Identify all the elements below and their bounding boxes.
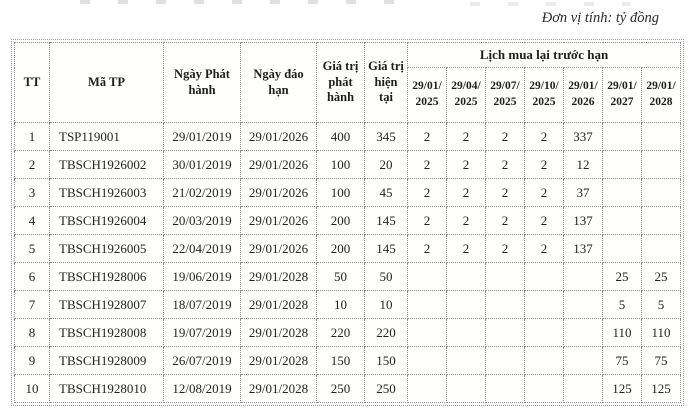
cell-ngay-dao-han: 29/01/2028 bbox=[241, 291, 317, 319]
cell-ngay-dao-han: 29/01/2028 bbox=[241, 375, 317, 403]
cell-buyback-3: 2 bbox=[486, 123, 525, 151]
cell-buyback-4: 2 bbox=[525, 151, 564, 179]
cell-buyback-5: 137 bbox=[564, 207, 603, 235]
cell-tt: 8 bbox=[15, 319, 50, 347]
cell-tt: 5 bbox=[15, 235, 50, 263]
cell-buyback-1: 2 bbox=[408, 235, 447, 263]
table-row bbox=[15, 375, 681, 403]
cell-buyback-2: 2 bbox=[447, 235, 486, 263]
cell-ma-tp: TBSCH1928010 bbox=[50, 375, 164, 403]
cell-gia-tri-hien-tai: 145 bbox=[365, 235, 408, 263]
cell-buyback-4: 2 bbox=[525, 179, 564, 207]
bond-buyback-table bbox=[14, 42, 681, 403]
cell-buyback-4 bbox=[525, 263, 564, 291]
col-header-date-6: 29/01/ 2027 bbox=[603, 68, 642, 123]
cell-gia-tri-phat-hanh: 200 bbox=[317, 207, 365, 235]
cell-gia-tri-hien-tai: 250 bbox=[365, 375, 408, 403]
cell-buyback-5 bbox=[564, 347, 603, 375]
cell-ma-tp: TBSCH1926003 bbox=[50, 179, 164, 207]
cell-ma-tp: TBSCH1928006 bbox=[50, 263, 164, 291]
cell-gia-tri-hien-tai: 45 bbox=[365, 179, 408, 207]
cell-tt: 6 bbox=[15, 263, 50, 291]
cell-buyback-7 bbox=[642, 207, 681, 235]
cell-ngay-phat-hanh: 29/01/2019 bbox=[164, 123, 241, 151]
cell-buyback-3 bbox=[486, 347, 525, 375]
cell-ma-tp: TBSCH1926002 bbox=[50, 151, 164, 179]
cell-buyback-7: 75 bbox=[642, 347, 681, 375]
cell-ngay-phat-hanh: 18/07/2019 bbox=[164, 291, 241, 319]
col-header-gia-tri-phat-hanh: Giá trị phát hành bbox=[317, 43, 365, 123]
col-header-date-7: 29/01/ 2028 bbox=[642, 68, 681, 123]
cell-buyback-6 bbox=[603, 179, 642, 207]
table-row bbox=[15, 319, 681, 347]
cell-ma-tp: TBSCH1928009 bbox=[50, 347, 164, 375]
cell-ngay-phat-hanh: 20/03/2019 bbox=[164, 207, 241, 235]
cell-buyback-1 bbox=[408, 291, 447, 319]
table-row bbox=[15, 151, 681, 179]
cell-buyback-7 bbox=[642, 179, 681, 207]
cell-buyback-1 bbox=[408, 347, 447, 375]
cell-buyback-1 bbox=[408, 319, 447, 347]
col-header-date-5: 29/01/ 2026 bbox=[564, 68, 603, 123]
cell-buyback-4 bbox=[525, 319, 564, 347]
cell-gia-tri-phat-hanh: 100 bbox=[317, 179, 365, 207]
cell-buyback-5 bbox=[564, 319, 603, 347]
cell-buyback-7 bbox=[642, 123, 681, 151]
cell-buyback-2 bbox=[447, 263, 486, 291]
cell-buyback-1 bbox=[408, 375, 447, 403]
table-body bbox=[15, 123, 681, 403]
cell-buyback-5: 37 bbox=[564, 179, 603, 207]
cell-ngay-dao-han: 29/01/2026 bbox=[241, 179, 317, 207]
cell-buyback-4 bbox=[525, 291, 564, 319]
cell-buyback-2 bbox=[447, 291, 486, 319]
cell-ngay-dao-han: 29/01/2026 bbox=[241, 151, 317, 179]
col-header-date-3: 29/07/ 2025 bbox=[486, 68, 525, 123]
table-row bbox=[15, 123, 681, 151]
cell-buyback-7 bbox=[642, 235, 681, 263]
cell-buyback-1: 2 bbox=[408, 207, 447, 235]
table-row bbox=[15, 179, 681, 207]
cell-buyback-6 bbox=[603, 151, 642, 179]
cell-buyback-6: 25 bbox=[603, 263, 642, 291]
cell-buyback-5: 337 bbox=[564, 123, 603, 151]
col-header-ngay-phat-hanh: Ngày Phát hành bbox=[164, 43, 241, 123]
col-header-date-1: 29/01/ 2025 bbox=[408, 68, 447, 123]
cell-buyback-3 bbox=[486, 375, 525, 403]
cell-ma-tp: TBSCH1928008 bbox=[50, 319, 164, 347]
cell-buyback-5: 12 bbox=[564, 151, 603, 179]
cell-buyback-3: 2 bbox=[486, 235, 525, 263]
cell-buyback-1: 2 bbox=[408, 123, 447, 151]
cell-gia-tri-phat-hanh: 250 bbox=[317, 375, 365, 403]
cell-gia-tri-phat-hanh: 150 bbox=[317, 347, 365, 375]
cell-tt: 9 bbox=[15, 347, 50, 375]
cell-buyback-5 bbox=[564, 263, 603, 291]
table-row bbox=[15, 235, 681, 263]
cell-buyback-5 bbox=[564, 375, 603, 403]
cell-buyback-6: 75 bbox=[603, 347, 642, 375]
cell-gia-tri-phat-hanh: 220 bbox=[317, 319, 365, 347]
cell-ngay-phat-hanh: 19/07/2019 bbox=[164, 319, 241, 347]
cell-gia-tri-phat-hanh: 10 bbox=[317, 291, 365, 319]
cell-buyback-3: 2 bbox=[486, 151, 525, 179]
cell-buyback-6 bbox=[603, 123, 642, 151]
cell-ngay-phat-hanh: 22/04/2019 bbox=[164, 235, 241, 263]
cell-buyback-1: 2 bbox=[408, 179, 447, 207]
cell-buyback-3 bbox=[486, 319, 525, 347]
cell-buyback-5 bbox=[564, 291, 603, 319]
cell-buyback-7: 125 bbox=[642, 375, 681, 403]
cell-ngay-phat-hanh: 19/06/2019 bbox=[164, 263, 241, 291]
cell-gia-tri-hien-tai: 50 bbox=[365, 263, 408, 291]
cell-buyback-7: 5 bbox=[642, 291, 681, 319]
cell-ma-tp: TBSCH1926005 bbox=[50, 235, 164, 263]
cell-gia-tri-phat-hanh: 100 bbox=[317, 151, 365, 179]
cell-gia-tri-hien-tai: 10 bbox=[365, 291, 408, 319]
cell-buyback-6: 110 bbox=[603, 319, 642, 347]
cell-buyback-6 bbox=[603, 235, 642, 263]
cell-buyback-7: 110 bbox=[642, 319, 681, 347]
unit-note: Đơn vị tính: tỷ đồng bbox=[541, 10, 659, 26]
cell-buyback-7 bbox=[642, 151, 681, 179]
cell-ngay-phat-hanh: 26/07/2019 bbox=[164, 347, 241, 375]
cell-ngay-phat-hanh: 30/01/2019 bbox=[164, 151, 241, 179]
col-group-header-buyback-schedule: Lịch mua lại trước hạn bbox=[408, 43, 681, 68]
cell-buyback-2: 2 bbox=[447, 207, 486, 235]
cell-ngay-dao-han: 29/01/2028 bbox=[241, 319, 317, 347]
col-header-tt: TT bbox=[15, 43, 50, 123]
cell-ngay-dao-han: 29/01/2026 bbox=[241, 123, 317, 151]
cell-tt: 10 bbox=[15, 375, 50, 403]
cell-gia-tri-hien-tai: 345 bbox=[365, 123, 408, 151]
cell-buyback-4 bbox=[525, 347, 564, 375]
table-row bbox=[15, 207, 681, 235]
cell-buyback-2 bbox=[447, 375, 486, 403]
cell-gia-tri-phat-hanh: 50 bbox=[317, 263, 365, 291]
cell-ngay-dao-han: 29/01/2026 bbox=[241, 235, 317, 263]
cell-ma-tp: TSP119001 bbox=[50, 123, 164, 151]
cell-gia-tri-hien-tai: 220 bbox=[365, 319, 408, 347]
cell-buyback-7: 25 bbox=[642, 263, 681, 291]
cell-buyback-3: 2 bbox=[486, 179, 525, 207]
col-header-ma-tp: Mã TP bbox=[50, 43, 164, 123]
col-header-date-4: 29/10/ 2025 bbox=[525, 68, 564, 123]
cell-ngay-dao-han: 29/01/2028 bbox=[241, 263, 317, 291]
cell-buyback-3 bbox=[486, 291, 525, 319]
cell-gia-tri-hien-tai: 145 bbox=[365, 207, 408, 235]
cell-buyback-2: 2 bbox=[447, 179, 486, 207]
cell-buyback-4: 2 bbox=[525, 123, 564, 151]
cell-buyback-2 bbox=[447, 319, 486, 347]
cell-ma-tp: TBSCH1928007 bbox=[50, 291, 164, 319]
cropped-text-artifact bbox=[80, 0, 410, 4]
cell-ngay-dao-han: 29/01/2028 bbox=[241, 347, 317, 375]
cell-buyback-1 bbox=[408, 263, 447, 291]
cell-buyback-6: 125 bbox=[603, 375, 642, 403]
table-row bbox=[15, 291, 681, 319]
cell-buyback-4: 2 bbox=[525, 207, 564, 235]
cell-gia-tri-phat-hanh: 200 bbox=[317, 235, 365, 263]
cell-buyback-2 bbox=[447, 347, 486, 375]
cell-ma-tp: TBSCH1926004 bbox=[50, 207, 164, 235]
cell-tt: 3 bbox=[15, 179, 50, 207]
cell-buyback-2: 2 bbox=[447, 123, 486, 151]
cell-ngay-phat-hanh: 21/02/2019 bbox=[164, 179, 241, 207]
cell-buyback-5: 137 bbox=[564, 235, 603, 263]
cropped-text-artifact bbox=[470, 2, 630, 6]
cell-buyback-6: 5 bbox=[603, 291, 642, 319]
cell-tt: 4 bbox=[15, 207, 50, 235]
cell-buyback-4: 2 bbox=[525, 235, 564, 263]
table-header bbox=[15, 43, 681, 123]
cell-ngay-dao-han: 29/01/2026 bbox=[241, 207, 317, 235]
cell-buyback-4 bbox=[525, 375, 564, 403]
cell-buyback-6 bbox=[603, 207, 642, 235]
cell-ngay-phat-hanh: 12/08/2019 bbox=[164, 375, 241, 403]
table-row bbox=[15, 263, 681, 291]
col-header-gia-tri-hien-tai: Giá trị hiện tại bbox=[365, 43, 408, 123]
cell-buyback-1: 2 bbox=[408, 151, 447, 179]
cell-gia-tri-phat-hanh: 400 bbox=[317, 123, 365, 151]
col-header-ngay-dao-han: Ngày đáo hạn bbox=[241, 43, 317, 123]
cell-tt: 7 bbox=[15, 291, 50, 319]
cell-gia-tri-hien-tai: 20 bbox=[365, 151, 408, 179]
cell-buyback-3: 2 bbox=[486, 207, 525, 235]
cell-buyback-3 bbox=[486, 263, 525, 291]
table-row bbox=[15, 347, 681, 375]
cell-gia-tri-hien-tai: 150 bbox=[365, 347, 408, 375]
cell-buyback-2: 2 bbox=[447, 151, 486, 179]
col-header-date-2: 29/04/ 2025 bbox=[447, 68, 486, 123]
cell-tt: 2 bbox=[15, 151, 50, 179]
cell-tt: 1 bbox=[15, 123, 50, 151]
